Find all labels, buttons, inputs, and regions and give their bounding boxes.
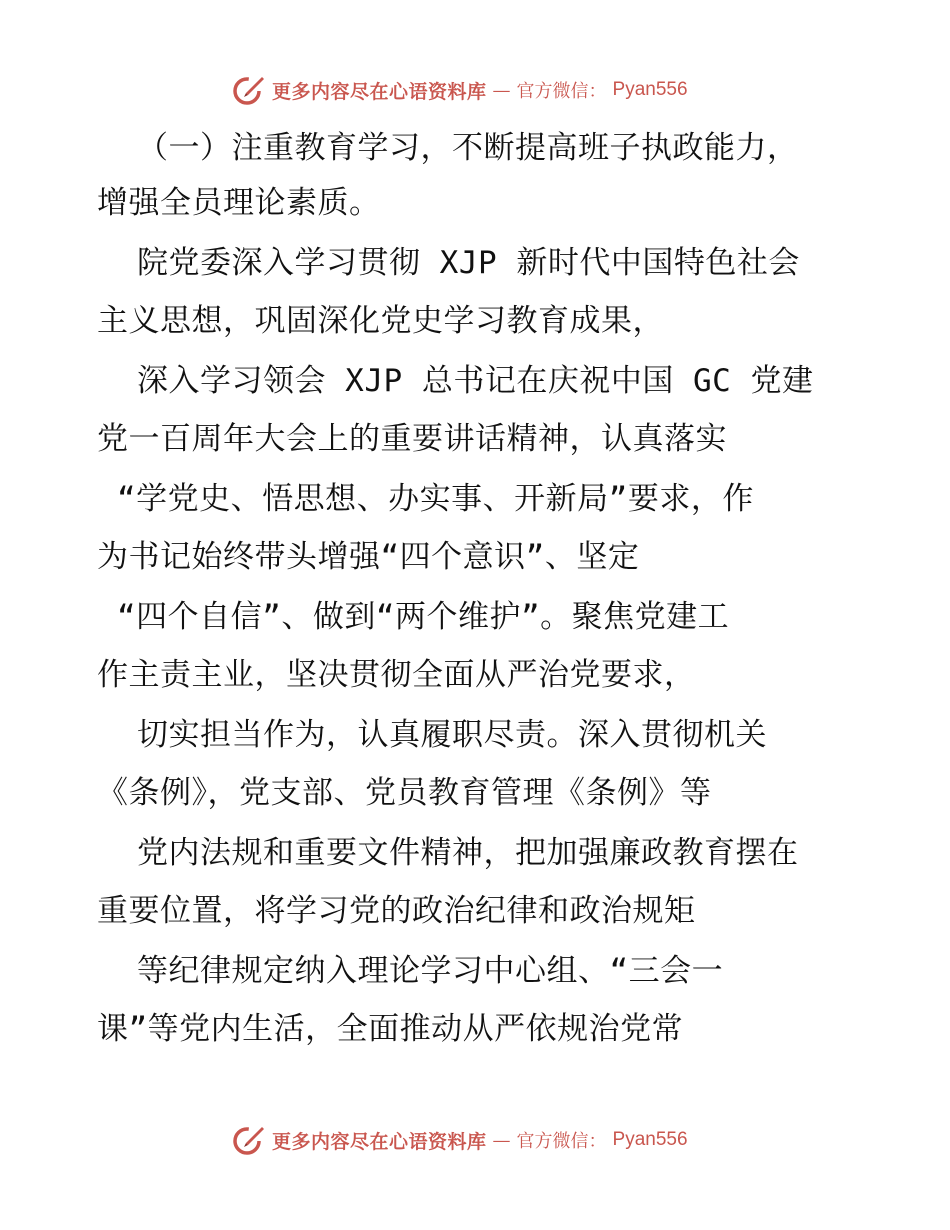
text-line: 切实担当作为，认真履职尽责。深入贯彻机关 — [137, 717, 767, 753]
text-line: （一）注重教育学习，不断提高班子执政能力， — [137, 130, 799, 166]
text-line: 党内法规和重要文件精神，把加强廉政教育摆在 — [137, 835, 799, 871]
watermark-wechat-id: Pyan556 — [612, 1129, 688, 1150]
text-line: 为书记始终带头增强“四个意识”、坚定 — [97, 539, 640, 575]
watermark-main-text: 更多内容尽在心语资料库 — [272, 1130, 487, 1153]
watermark-sub-text: 官方微信： — [516, 1131, 607, 1152]
watermark-separator: — — [492, 1129, 511, 1151]
watermark-sub-text: 官方微信： — [516, 81, 607, 102]
text-line: “学党史、悟思想、办实事、开新局”要求，作 — [117, 481, 754, 517]
text-line: 《条例》，党支部、党员教育管理《条例》等 — [97, 775, 712, 811]
text-line: 等纪律规定纳入理论学习中心组、“三会一 — [137, 953, 724, 989]
ink-pen-logo-icon — [232, 73, 266, 107]
text-line: 作主责主业，坚决贯彻全面从严治党要求， — [97, 657, 696, 693]
watermark-main-text: 更多内容尽在心语资料库 — [272, 80, 487, 103]
ink-pen-logo-icon — [232, 1123, 266, 1157]
text-line: 增强全员理论素质。 — [97, 185, 381, 221]
text-line: 党一百周年大会上的重要讲话精神，认真落实 — [97, 421, 727, 457]
header-watermark — [232, 72, 688, 108]
text-line: 重要位置，将学习党的政治纪律和政治规矩 — [97, 893, 696, 929]
footer-watermark — [232, 1122, 688, 1158]
text-line: 课”等党内生活，全面推动从严依规治党常 — [97, 1011, 684, 1047]
text-line: 院党委深入学习贯彻 XJP 新时代中国特色社会 — [137, 245, 800, 281]
text-line: 深入学习领会 XJP 总书记在庆祝中国 GC 党建 — [137, 363, 814, 399]
text-line: 主义思想，巩固深化党史学习教育成果， — [97, 303, 664, 339]
watermark-wechat-id: Pyan556 — [612, 79, 688, 100]
watermark-separator: — — [492, 79, 511, 101]
text-line: “四个自信”、做到“两个维护”。聚焦党建工 — [117, 599, 730, 635]
